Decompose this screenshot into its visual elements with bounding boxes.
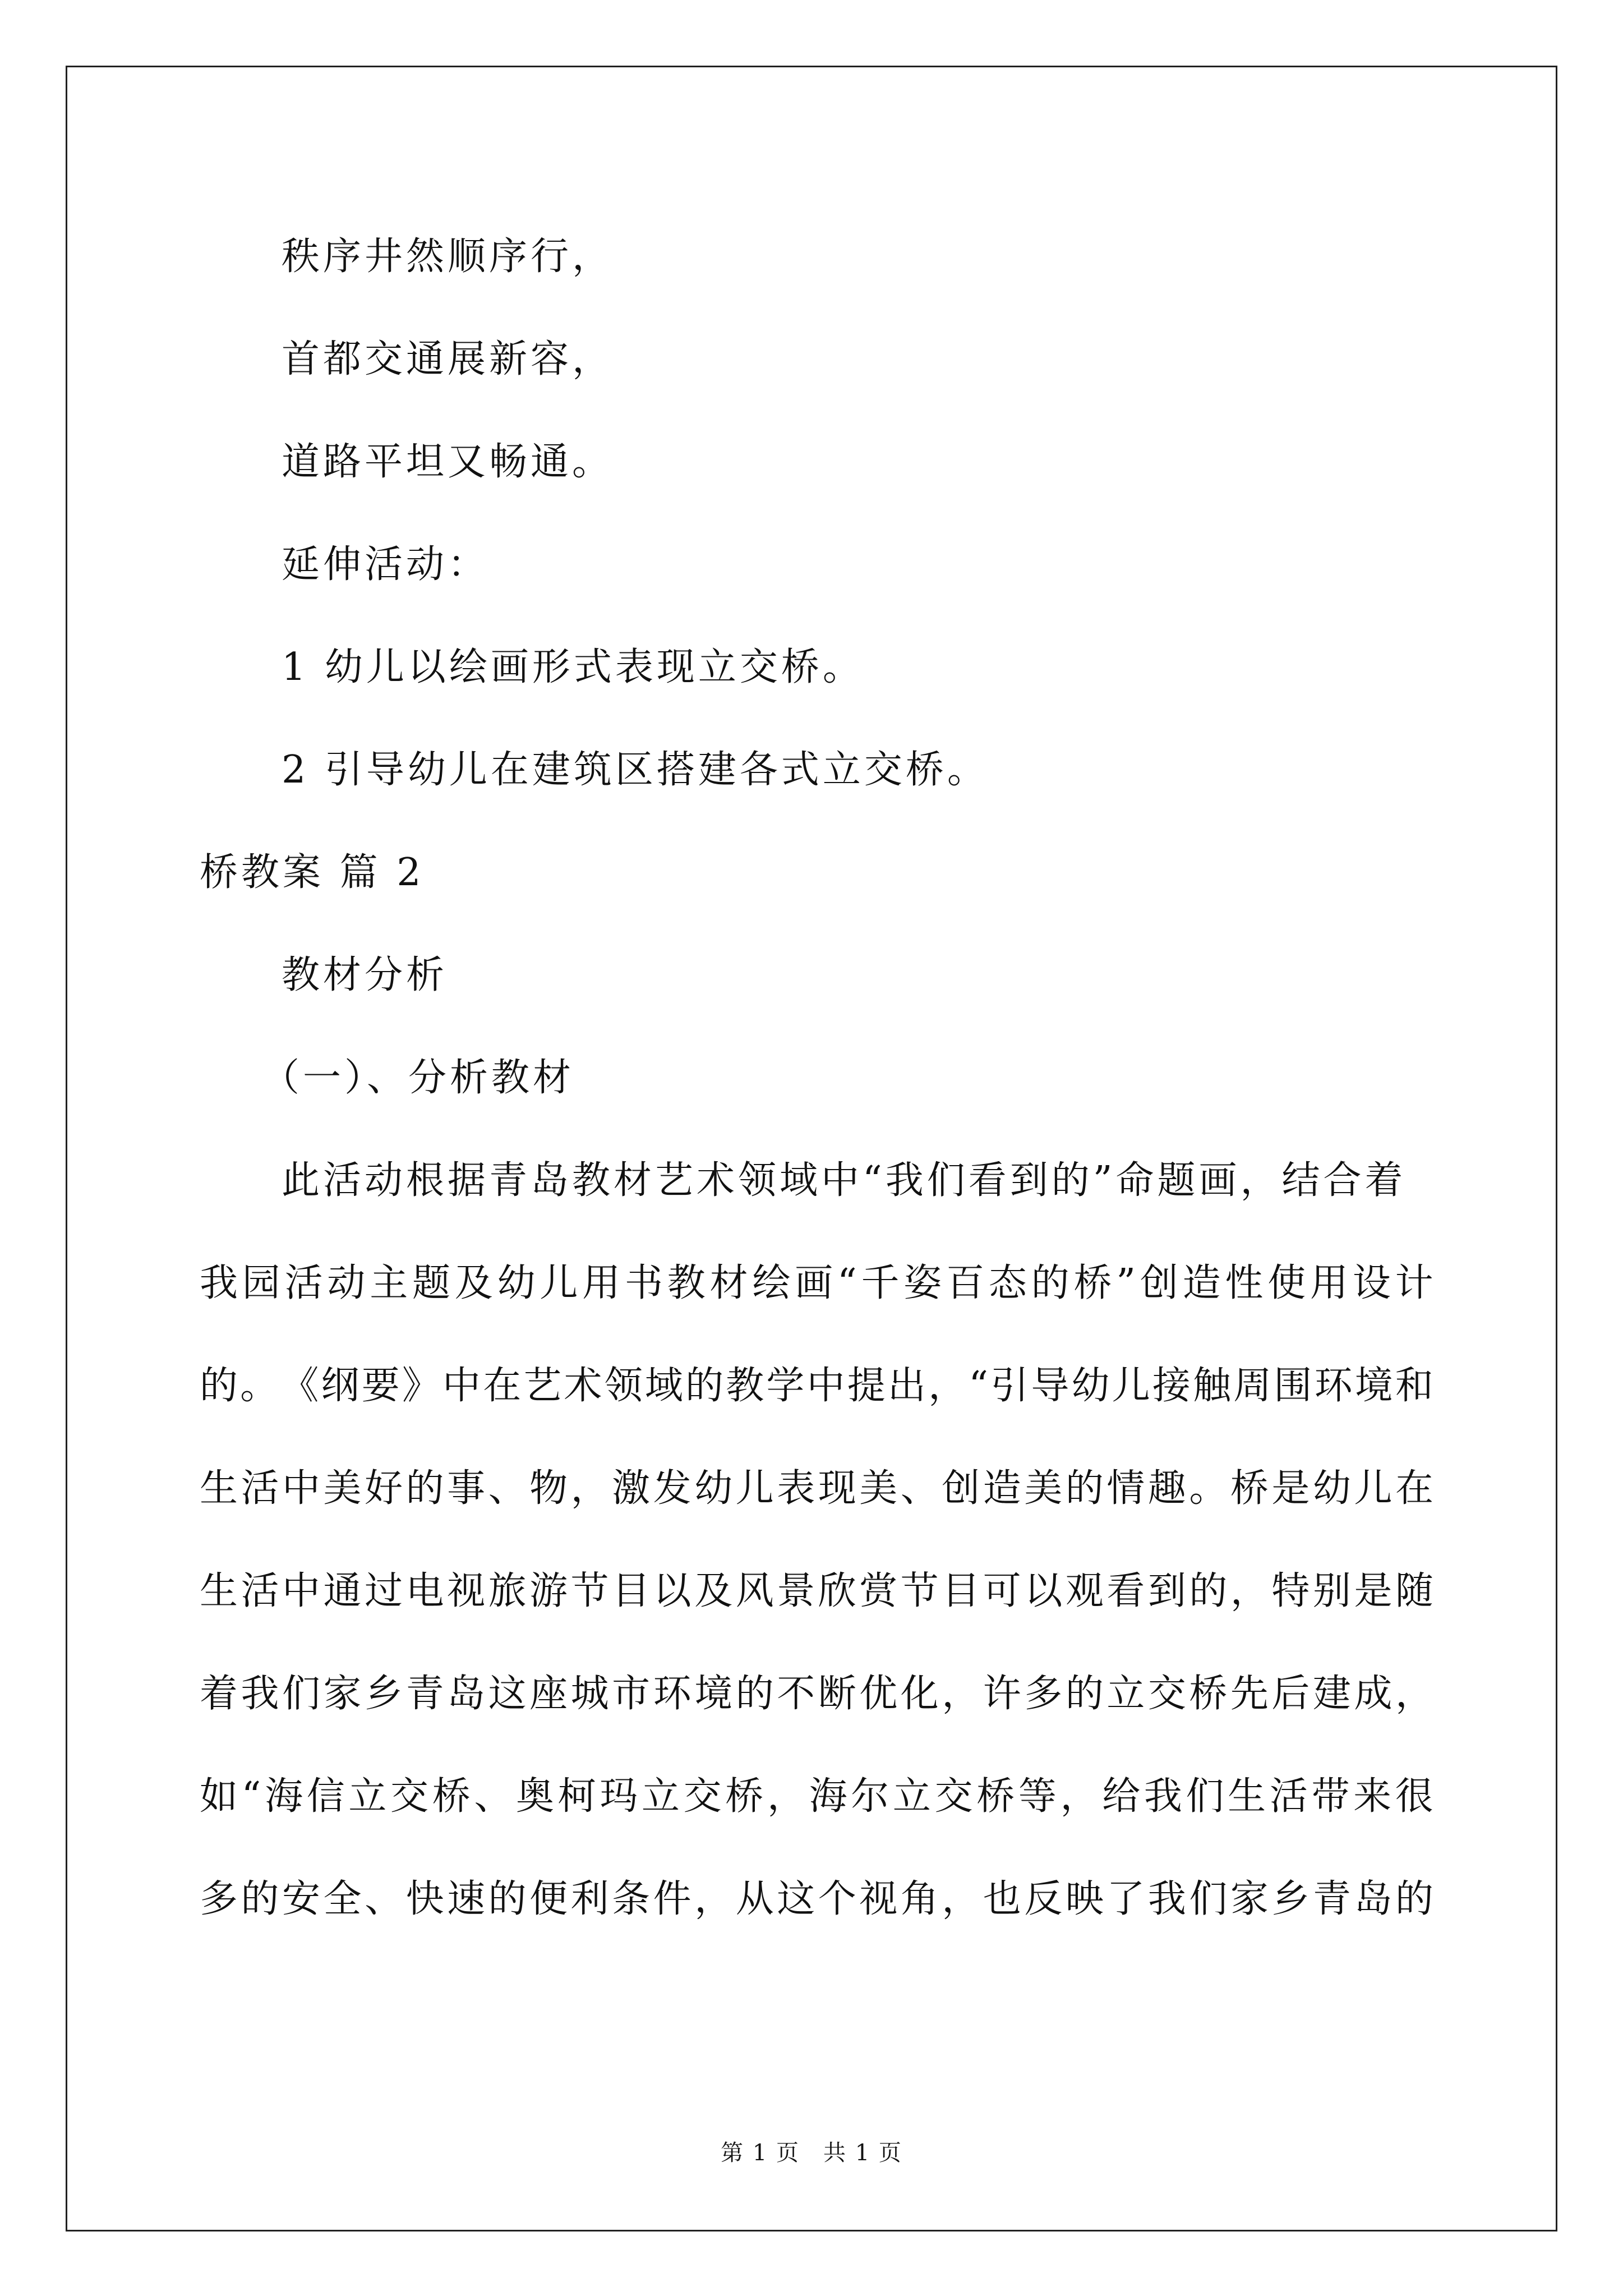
paragraph-line: 的 。 《 纲 要 》 中 在 艺 术 领 域 的 教 学 中 提 出 ， “ 引 导 幼 儿 接 触 周 围 环 境 和 — [200, 1364, 1433, 1408]
document-body — [200, 205, 1433, 1950]
poem-line: 道路平坦又畅通。 — [282, 440, 614, 484]
extension-item: 1 幼儿以绘画形式表现立交桥。 — [282, 645, 864, 689]
paragraph-line: 生 活 中 美 好 的 事 、 物 ， 激 发 幼 儿 表 现 美 、 创 造 美 的 情 趣 。 桥 是 幼 儿 在 — [200, 1466, 1433, 1511]
poem-line: 秩序井然顺序行， — [282, 234, 614, 279]
poem-line: 首都交通展新容， — [282, 337, 614, 381]
page-footer: 第 1 页 共 1 页 — [721, 2140, 902, 2166]
extension-item: 2 引导幼儿在建筑区搭建各式立交桥。 — [282, 748, 989, 792]
sub-subheading: （一）、分析教材 — [261, 1056, 575, 1100]
paragraph-line: 此活动根据青岛教材艺术领域中“我们看到的”命题画，结合着 — [282, 1158, 1407, 1203]
subheading: 教材分析 — [282, 953, 448, 997]
paragraph-line: 多 的 安 全 、 快 速 的 便 利 条 件 ， 从 这 个 视 角 ， 也 反 映 了 我 们 家 乡 青 岛 的 — [200, 1877, 1433, 1921]
paragraph-line: 我 园 活 动 主 题 及 幼 儿 用 书 教 材 绘 画 “ 千 姿 百 态 的 桥 ” 创 造 性 使 用 设 计 — [200, 1261, 1433, 1305]
paragraph-line: 生 活 中 通 过 电 视 旅 游 节 目 以 及 风 景 欣 赏 节 目 可 以 观 看 到 的 ， 特 别 是 随 — [200, 1569, 1433, 1613]
paragraph-line: 着 我 们 家 乡 青 岛 这 座 城 市 环 境 的 不 断 优 化 ， 许 多 的 立 交 桥 先 后 建 成 ， — [200, 1672, 1433, 1716]
extension-heading: 延伸活动： — [282, 542, 490, 587]
section-title: 桥教案 篇 2 — [200, 850, 425, 895]
paragraph-line: 如 “ 海 信 立 交 桥 、 奥 柯 玛 立 交 桥 ， 海 尔 立 交 桥 等 ， 给 我 们 生 活 带 来 很 — [200, 1774, 1433, 1819]
